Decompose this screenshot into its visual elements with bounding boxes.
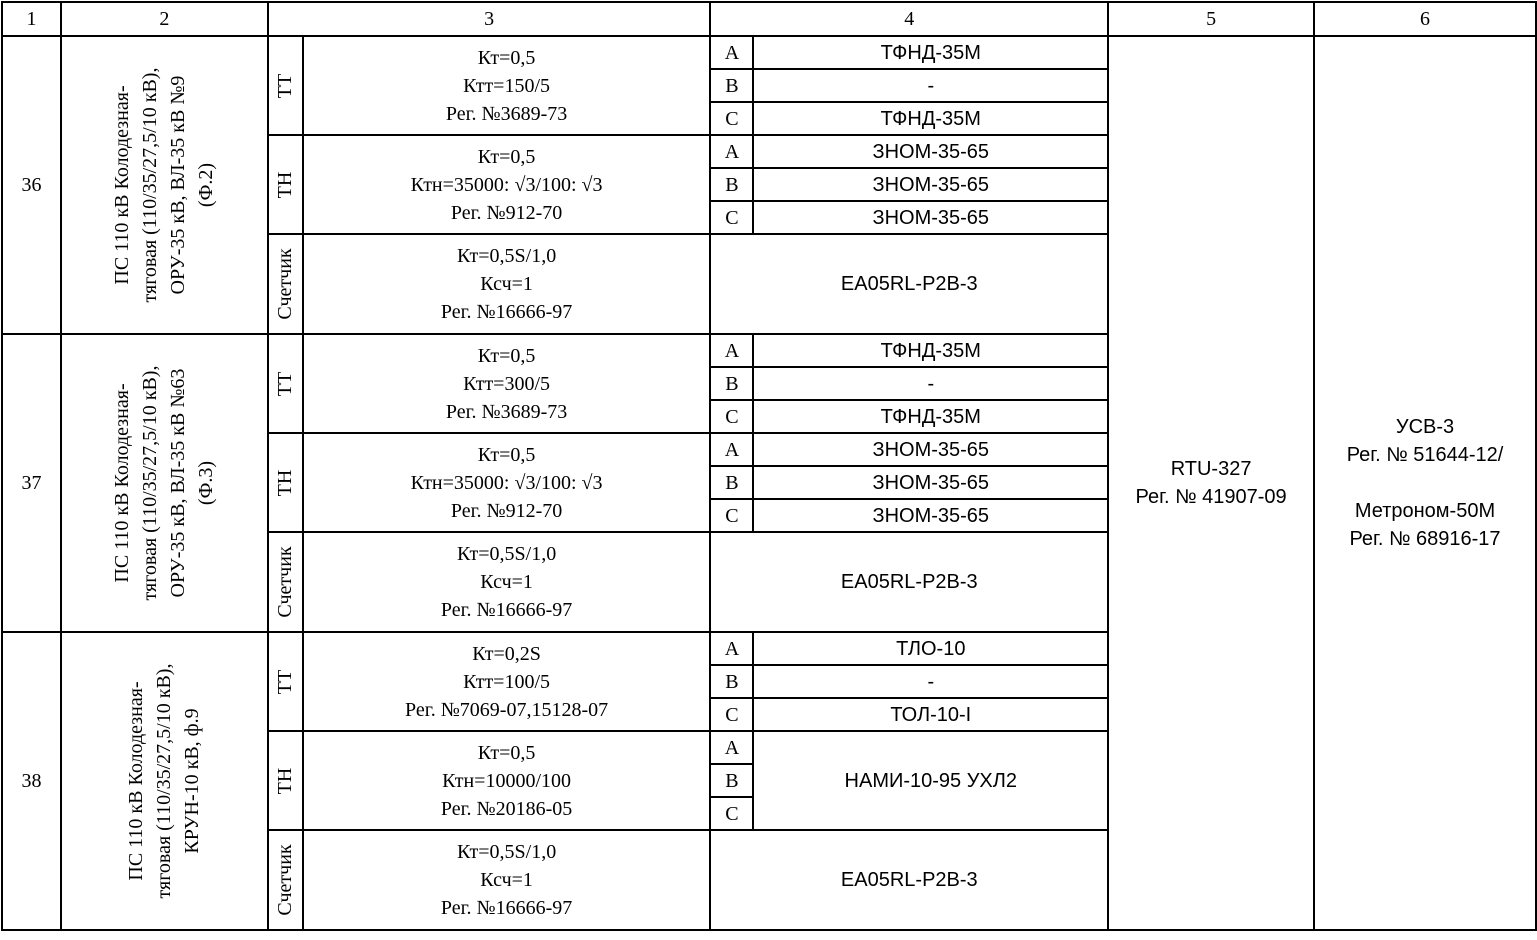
time-sync-cell: УСВ-3 Рег. № 51644-12/ Метроном-50М Рег. № 68916-17: [1314, 36, 1536, 930]
phase-label: A: [710, 36, 753, 69]
meter-type: EA05RL-P2B-3: [710, 234, 1108, 334]
device-type: ЗНОМ-35-65: [753, 466, 1108, 499]
device-type: ТФНД-35М: [753, 400, 1108, 433]
meter-label-text: Счетчик: [274, 844, 297, 916]
phase-label: A: [710, 433, 753, 466]
object-name-text: ПС 110 кВ Колодезная- тяговая (110/35/27,5/10 кВ), ОРУ-35 кВ, ВЛ-35 кВ №9 (Ф.2): [111, 67, 218, 303]
header-cell-6: 6: [1314, 2, 1536, 36]
tn-params: Кт=0,5 Ктн=35000: √3/100: √3 Рег. №912-70: [303, 135, 711, 234]
phase-label: C: [710, 698, 753, 731]
phase-label: B: [710, 168, 753, 201]
device-type: ТФНД-35М: [753, 102, 1108, 135]
tn-label-text: ТН: [274, 469, 297, 496]
phase-label: A: [710, 731, 753, 764]
tt-params: Кт=0,5 Ктт=150/5 Рег. №3689-73: [303, 36, 711, 135]
header-cell-3: 3: [268, 2, 711, 36]
row-number: 37: [2, 334, 61, 632]
phase-label: C: [710, 102, 753, 135]
tn-label-text: ТН: [274, 767, 297, 794]
phase-label: B: [710, 69, 753, 102]
device-type: ТФНД-35М: [753, 36, 1108, 69]
meter-label: [268, 830, 303, 930]
object-name-text: ПС 110 кВ Колодезная- тяговая (110/35/27,5/10 кВ), ОРУ-35 кВ, ВЛ-35 кВ №63 (Ф.3): [111, 365, 218, 601]
device-type: ТФНД-35М: [753, 334, 1108, 367]
device-type: ЗНОМ-35-65: [753, 135, 1108, 168]
device-type: -: [753, 367, 1108, 400]
tn-label: [268, 135, 303, 234]
phase-label: C: [710, 201, 753, 234]
metering-table: [1, 1, 1537, 931]
tt-label: [268, 36, 303, 135]
phase-label: C: [710, 400, 753, 433]
device-type: ЗНОМ-35-65: [753, 201, 1108, 234]
object-name: [61, 632, 268, 930]
tn-params: Кт=0,5 Ктн=10000/100 Рег. №20186-05: [303, 731, 711, 830]
device-type: ЗНОМ-35-65: [753, 433, 1108, 466]
device-type: -: [753, 665, 1108, 698]
meter-label-text: Счетчик: [274, 546, 297, 618]
meter-label-text: Счетчик: [274, 248, 297, 320]
tt-label: [268, 632, 303, 731]
header-row: [2, 2, 1536, 36]
meter-label: [268, 234, 303, 334]
meter-params: Кт=0,5S/1,0 Ксч=1 Рег. №16666-97: [303, 830, 711, 930]
device-type: НАМИ-10-95 УХЛ2: [753, 731, 1108, 830]
tn-label: [268, 433, 303, 532]
tn-params: Кт=0,5 Ктн=35000: √3/100: √3 Рег. №912-70: [303, 433, 711, 532]
phase-label: B: [710, 466, 753, 499]
object-name-text: ПС 110 кВ Колодезная- тяговая (110/35/27,5/10 кВ), КРУН-10 кВ, ф.9: [125, 663, 204, 899]
phase-label: A: [710, 334, 753, 367]
header-cell-2: 2: [61, 2, 268, 36]
tt-label-text: ТТ: [274, 73, 297, 98]
meter-params: Кт=0,5S/1,0 Ксч=1 Рег. №16666-97: [303, 234, 711, 334]
meter-label: [268, 532, 303, 632]
meter-type: EA05RL-P2B-3: [710, 830, 1108, 930]
meter-params: Кт=0,5S/1,0 Ксч=1 Рег. №16666-97: [303, 532, 711, 632]
tt-label-text: ТТ: [274, 371, 297, 396]
phase-label: C: [710, 797, 753, 830]
device-type: ЗНОМ-35-65: [753, 168, 1108, 201]
row-number: 38: [2, 632, 61, 930]
header-cell-5: 5: [1108, 2, 1314, 36]
header-cell-1: 1: [2, 2, 61, 36]
tn-label-text: ТН: [274, 171, 297, 198]
device-type: ЗНОМ-35-65: [753, 499, 1108, 532]
tt-params: Кт=0,5 Ктт=300/5 Рег. №3689-73: [303, 334, 711, 433]
tn-label: [268, 731, 303, 830]
object-name: [61, 334, 268, 632]
device-type: -: [753, 69, 1108, 102]
header-cell-4: 4: [710, 2, 1108, 36]
tt-params: Кт=0,2S Ктт=100/5 Рег. №7069-07,15128-07: [303, 632, 711, 731]
phase-label: A: [710, 632, 753, 665]
rtu-cell: RTU-327 Рег. № 41907-09: [1108, 36, 1314, 930]
phase-label: B: [710, 665, 753, 698]
table-row: [2, 36, 1536, 69]
object-name: [61, 36, 268, 334]
tt-label-text: ТТ: [274, 669, 297, 694]
device-type: ТЛО-10: [753, 632, 1108, 665]
phase-label: A: [710, 135, 753, 168]
row-number: 36: [2, 36, 61, 334]
tt-label: [268, 334, 303, 433]
device-type: ТОЛ-10-I: [753, 698, 1108, 731]
phase-label: B: [710, 764, 753, 797]
meter-type: EA05RL-P2B-3: [710, 532, 1108, 632]
phase-label: B: [710, 367, 753, 400]
phase-label: C: [710, 499, 753, 532]
